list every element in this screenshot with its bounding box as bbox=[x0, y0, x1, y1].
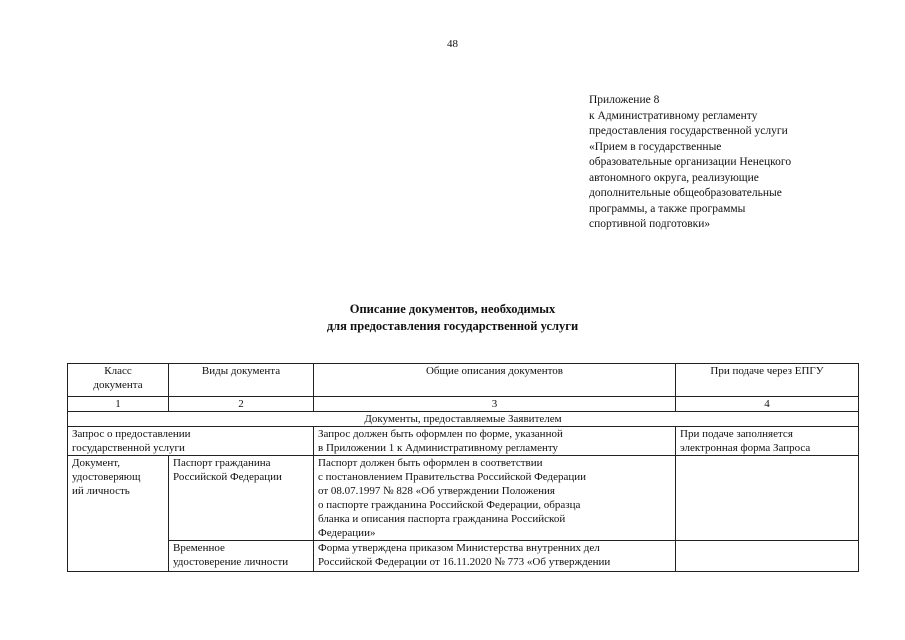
appendix-line: автономного округа, реализующие bbox=[589, 171, 759, 184]
table-row bbox=[68, 456, 859, 541]
appendix-line: «Прием в государственные bbox=[589, 140, 722, 153]
document-kind-cell: Временное удостоверение личности bbox=[169, 541, 314, 572]
appendix-line: программы, а также программы bbox=[589, 202, 746, 215]
column-number: 4 bbox=[676, 397, 859, 412]
title-line: для предоставления государственной услуги bbox=[326, 319, 579, 333]
section-row bbox=[68, 412, 859, 427]
document-kind-cell: Паспорт гражданина Российской Федерации bbox=[169, 456, 314, 541]
page-number: 48 bbox=[447, 38, 458, 50]
table-row bbox=[68, 427, 859, 456]
documents-table bbox=[67, 363, 859, 572]
section-title: Документы, предоставляемые Заявителем bbox=[68, 412, 859, 427]
appendix-line: предоставления государственной услуги bbox=[589, 125, 788, 137]
epgu-cell bbox=[676, 541, 859, 572]
header-epgu: При подаче через ЕПГУ bbox=[676, 364, 859, 397]
header-general-description: Общие описания документов bbox=[314, 364, 676, 397]
column-number-row bbox=[68, 397, 859, 412]
appendix-line: Приложение 8 bbox=[589, 94, 660, 106]
appendix-line: образовательные организации Ненецкого bbox=[589, 156, 792, 168]
document-title bbox=[0, 301, 905, 335]
header-document-class: Класс документа bbox=[68, 364, 169, 397]
table-header-row bbox=[68, 364, 859, 397]
request-epgu-cell: При подаче заполняется электронная форма Запроса bbox=[676, 427, 859, 456]
header-document-kind: Виды документа bbox=[169, 364, 314, 397]
title-line: Описание документов, необходимых bbox=[349, 302, 556, 316]
appendix-line: к Административному регламенту bbox=[589, 109, 758, 122]
table-row bbox=[68, 541, 859, 572]
column-number: 2 bbox=[169, 397, 314, 412]
document-description-cell: Форма утверждена приказом Министерства внутренних дел Российской Федерации от 16.11.2020 № 773 «Об утверждении bbox=[314, 541, 676, 572]
epgu-cell bbox=[676, 456, 859, 541]
document-description-cell: Паспорт должен быть оформлен в соответствии с постановлением Правительства Российской Федерации от 08.07.1997 № 828 «Об утверждении Положения о паспорте гражданина Российской Федерации, образца бланка и описания паспорта гражданина Российской Федерации» bbox=[314, 456, 676, 541]
appendix-reference bbox=[589, 93, 889, 233]
column-number: 1 bbox=[68, 397, 169, 412]
request-description-cell: Запрос должен быть оформлен по форме, указанной в Приложении 1 к Административному регламенту bbox=[314, 427, 676, 456]
request-class-cell: Запрос о предоставлении государственной услуги bbox=[68, 427, 314, 456]
identity-class-cell: Документ, удостоверяющ ий личность bbox=[68, 456, 169, 572]
appendix-line: спортивной подготовки» bbox=[589, 218, 711, 230]
column-number: 3 bbox=[314, 397, 676, 412]
appendix-line: дополнительные общеобразовательные bbox=[589, 187, 782, 199]
